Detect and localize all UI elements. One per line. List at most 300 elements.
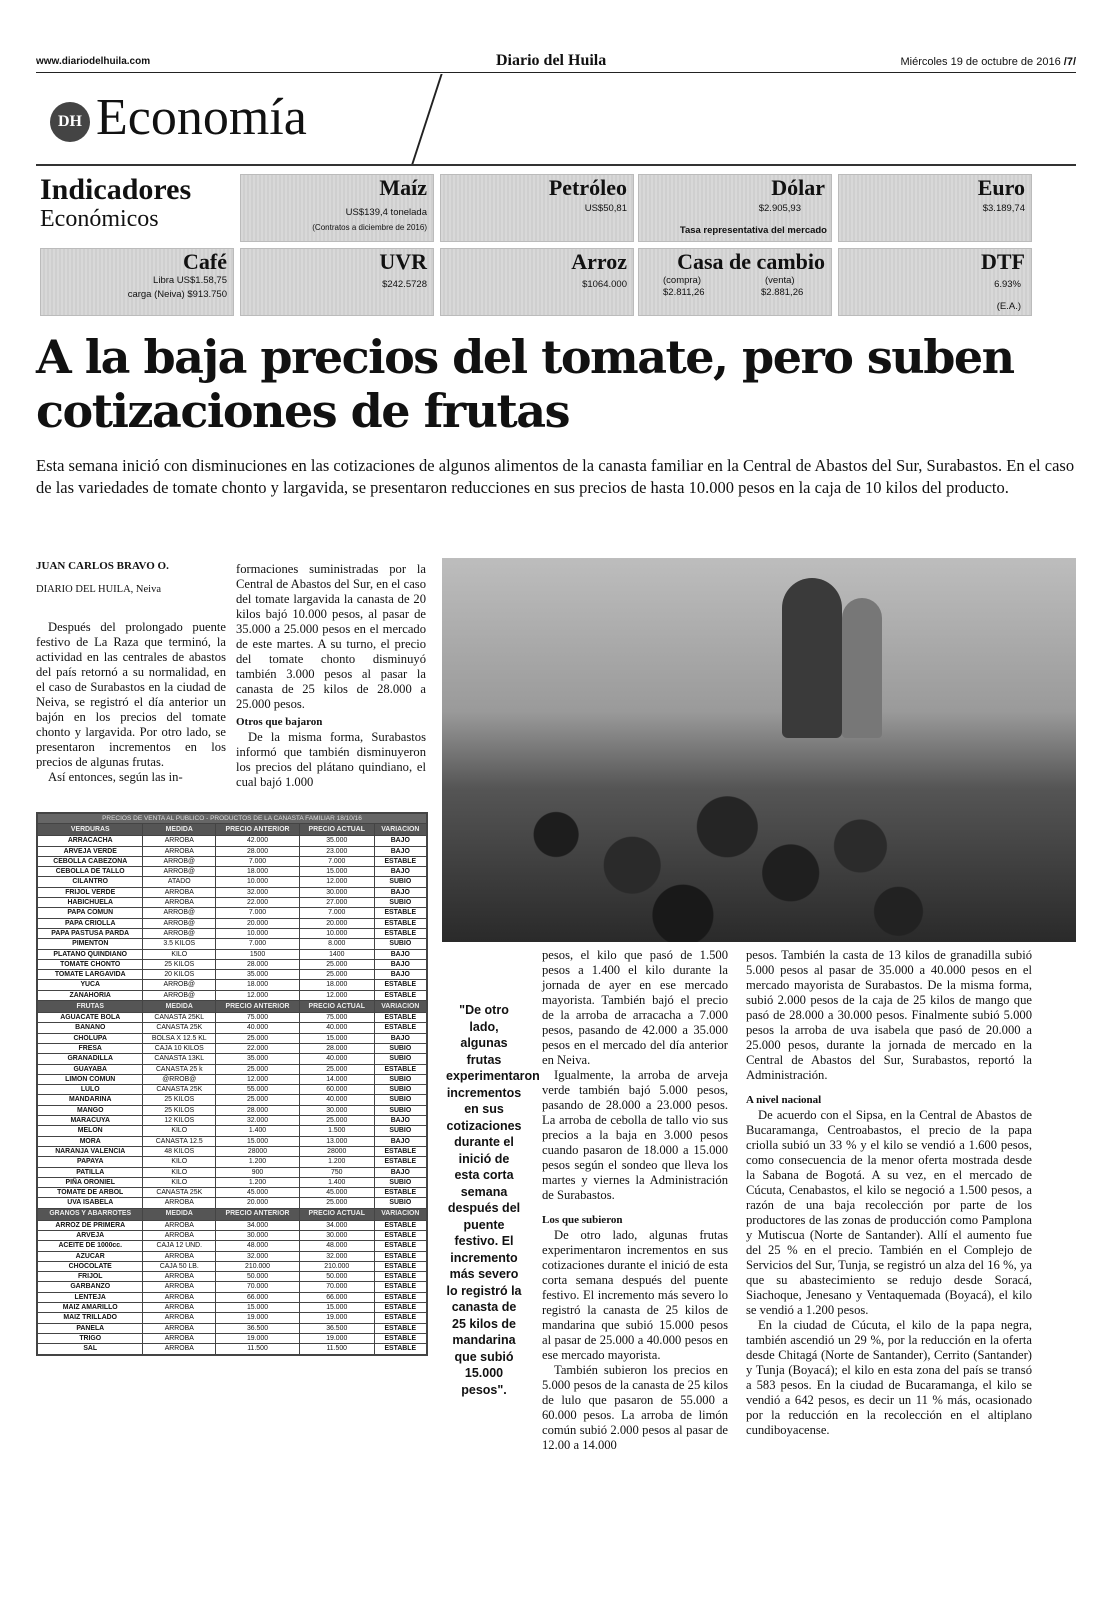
table-cell: LENTEJA	[38, 1292, 143, 1302]
table-cell: 32.000	[216, 1251, 300, 1261]
table-cell: ARVEJA VERDE	[38, 846, 143, 856]
table-cell: 50.000	[299, 1272, 374, 1282]
table-cell: ESTABLE	[374, 1272, 426, 1282]
table-row	[38, 1033, 427, 1043]
table-cell: 1400	[299, 949, 374, 959]
table-cell: 25.000	[299, 1064, 374, 1074]
person-figure	[842, 598, 882, 738]
table-cell: 25 KILOS	[143, 959, 216, 969]
table-cell: ARROBA	[143, 1313, 216, 1323]
table-cell: ARROBA	[143, 887, 216, 897]
market-photo	[442, 558, 1076, 942]
lead-paragraph: Esta semana inició con disminuciones en las cotizaciones de algunos alimentos de la canasta familiar en la Central de Abastos del Sur, Surabastos. En el caso de las variedades de tomate chonto y largavida, se presentaron reducciones en sus precios de hasta 10.000 pesos en la caja de 10 kilos del producto.	[36, 456, 1075, 497]
table-cell: ARROBA	[143, 846, 216, 856]
table-row	[38, 1344, 427, 1354]
table-cell: 60.000	[299, 1085, 374, 1095]
table-row	[38, 980, 427, 990]
table-cell: ESTABLE	[374, 1344, 426, 1354]
table-cell: 1.200	[216, 1157, 300, 1167]
table-cell: CANASTA 25K	[143, 1188, 216, 1198]
table-cell: ESTABLE	[374, 980, 426, 990]
table-cell: ESTABLE	[374, 1261, 426, 1271]
table-cell: 70.000	[299, 1282, 374, 1292]
table-row	[38, 1241, 427, 1251]
table-cell: 1.500	[299, 1126, 374, 1136]
table-cell: 32.000	[216, 887, 300, 897]
table-cell: 28000	[216, 1146, 300, 1156]
table-cell: SUBIO	[374, 939, 426, 949]
table-cell: KILO	[143, 1157, 216, 1167]
column-header: MEDIDA	[143, 1208, 216, 1220]
table-cell: BAJO	[374, 1116, 426, 1126]
table-cell: 18.000	[299, 980, 374, 990]
site-url[interactable]: www.diariodelhuila.com	[36, 56, 151, 67]
table-cell: @RROB@	[143, 1074, 216, 1084]
table-row	[38, 846, 427, 856]
column-header: PRECIO ACTUAL	[299, 1208, 374, 1220]
table-cell: CHOLUPA	[38, 1033, 143, 1043]
table-cell: 35.000	[216, 1054, 300, 1064]
table-cell: SUBIO	[374, 1043, 426, 1053]
table-cell: 3.5 KILOS	[143, 939, 216, 949]
table-cell: 10.000	[216, 928, 300, 938]
paper-name: Diario del Huila	[496, 52, 607, 69]
table-row	[38, 1023, 427, 1033]
table-cell: 25.000	[216, 1033, 300, 1043]
page-header	[36, 54, 1076, 73]
table-row	[38, 1303, 427, 1313]
table-cell: ARROB@	[143, 867, 216, 877]
table-cell: ARROBA	[143, 1344, 216, 1354]
table-cell: GARBANZO	[38, 1282, 143, 1292]
table-cell: BAJO	[374, 949, 426, 959]
indicator-euro: Euro $3.189,74	[838, 174, 1032, 242]
divider	[351, 74, 442, 164]
table-cell: 11.500	[216, 1344, 300, 1354]
table-row	[38, 1177, 427, 1187]
table-cell: SUBIO	[374, 1085, 426, 1095]
table-cell: SUBIO	[374, 1177, 426, 1187]
table-cell: 1.200	[216, 1177, 300, 1187]
table-cell: BAJO	[374, 887, 426, 897]
table-cell: PAPAYA	[38, 1157, 143, 1167]
table-cell: 25 KILOS	[143, 1095, 216, 1105]
table-cell: 48.000	[299, 1241, 374, 1251]
table-cell: 28.000	[216, 846, 300, 856]
table-cell: CILANTRO	[38, 877, 143, 887]
table-row	[38, 1064, 427, 1074]
table-cell: CAJA 12 UND.	[143, 1241, 216, 1251]
table-cell: 1.400	[299, 1177, 374, 1187]
table-cell: TRIGO	[38, 1333, 143, 1343]
indicator-dtf: DTF 6.93% (E.A.)	[838, 248, 1032, 316]
table-cell: ESTABLE	[374, 1188, 426, 1198]
table-cell: 7.000	[299, 908, 374, 918]
table-cell: ESTABLE	[374, 1303, 426, 1313]
table-cell: ARROB@	[143, 856, 216, 866]
table-cell: 10.000	[299, 928, 374, 938]
table-cell: PAPA PASTUSA PARDA	[38, 928, 143, 938]
table-cell: 25.000	[299, 959, 374, 969]
table-row	[38, 1167, 427, 1177]
table-row	[38, 1323, 427, 1333]
column-header: MEDIDA	[143, 824, 216, 836]
table-cell: MORA	[38, 1136, 143, 1146]
table-row	[38, 898, 427, 908]
table-cell: 20 KILOS	[143, 970, 216, 980]
table-cell: AGUACATE BOLA	[38, 1013, 143, 1023]
table-cell: 40.000	[299, 1054, 374, 1064]
indicator-dolar: Dólar $2.905,93 Tasa representativa del mercado	[638, 174, 832, 242]
table-cell: 750	[299, 1167, 374, 1177]
table-row	[38, 1136, 427, 1146]
table-cell: ARROBA	[143, 1303, 216, 1313]
table-header	[38, 1208, 427, 1220]
table-cell: 35.000	[299, 836, 374, 846]
section-title: Economía	[96, 89, 307, 146]
indicator-arroz: Arroz $1064.000	[440, 248, 634, 316]
table-cell: 40.000	[299, 1095, 374, 1105]
column-header: VARIACION	[374, 824, 426, 836]
table-cell: BAJO	[374, 970, 426, 980]
table-cell: 7.000	[216, 908, 300, 918]
table-cell: 1.200	[299, 1157, 374, 1167]
table-cell: 30.000	[216, 1230, 300, 1240]
table-row	[38, 1282, 427, 1292]
table-row	[38, 867, 427, 877]
table-cell: 36.500	[299, 1323, 374, 1333]
column-header: PRECIO ACTUAL	[299, 1001, 374, 1013]
table-cell: ESTABLE	[374, 928, 426, 938]
table-cell: PIÑA ORONIEL	[38, 1177, 143, 1187]
table-cell: ARROBA	[143, 1230, 216, 1240]
table-cell: ARROBA	[143, 1198, 216, 1208]
table-cell: 8.000	[299, 939, 374, 949]
table-cell: 15.000	[299, 867, 374, 877]
table-cell: 12.000	[216, 990, 300, 1000]
table-cell: ARRACACHA	[38, 836, 143, 846]
table-cell: SUBIO	[374, 1198, 426, 1208]
table-cell: SUBIO	[374, 1126, 426, 1136]
table-cell: FRIJOL VERDE	[38, 887, 143, 897]
table-cell: HABICHUELA	[38, 898, 143, 908]
table-cell: 50.000	[216, 1272, 300, 1282]
table-cell: ESTABLE	[374, 1013, 426, 1023]
column-header: PRECIO ANTERIOR	[216, 1208, 300, 1220]
table-cell: ESTABLE	[374, 990, 426, 1000]
table-cell: 42.000	[216, 836, 300, 846]
table-cell: CANASTA 12.5	[143, 1136, 216, 1146]
column-header: PRECIO ANTERIOR	[216, 1001, 300, 1013]
table-cell: 32.000	[299, 1251, 374, 1261]
table-cell: 36.500	[216, 1323, 300, 1333]
table-row	[38, 877, 427, 887]
table-cell: 48.000	[216, 1241, 300, 1251]
table-cell: 12.000	[216, 1074, 300, 1084]
table-caption: PRECIOS DE VENTA AL PUBLICO - PRODUCTOS DE LA CANASTA FAMILIAR 18/10/16	[38, 814, 427, 824]
table-cell: ESTABLE	[374, 908, 426, 918]
table-cell: 7.000	[216, 939, 300, 949]
table-cell: CAJA 10 KILOS	[143, 1043, 216, 1053]
table-row	[38, 1043, 427, 1053]
table-cell: MANGO	[38, 1105, 143, 1115]
table-cell: ARROBA	[143, 1292, 216, 1302]
table-row	[38, 836, 427, 846]
table-cell: 210.000	[216, 1261, 300, 1271]
table-cell: ARROBA	[143, 1323, 216, 1333]
table-cell: ESTABLE	[374, 1313, 426, 1323]
table-cell: CEBOLLA DE TALLO	[38, 867, 143, 877]
table-cell: 23.000	[299, 846, 374, 856]
article-column-1: Después del prolongado puente festivo de La Raza que terminó, la actividad en las centrales de abastos del país retornó a su normalidad, en el caso de Surabastos en la ciudad de Neiva, se registró el día anterior un bajón en los precios del tomate chonto y largavida. Por otro lado, se presentaron incrementos en los precios de algunas frutas. Así entonces, según las in-	[36, 620, 226, 784]
table-cell: CANASTA 25 k	[143, 1064, 216, 1074]
table-cell: FRESA	[38, 1043, 143, 1053]
author: JUAN CARLOS BRAVO O.	[36, 560, 169, 572]
table-cell: ARROB@	[143, 918, 216, 928]
byline	[36, 560, 226, 595]
table-cell: MARACUYA	[38, 1116, 143, 1126]
column-header: PRECIO ANTERIOR	[216, 824, 300, 836]
table-cell: BAJO	[374, 959, 426, 969]
table-cell: ACEITE DE 1000cc.	[38, 1241, 143, 1251]
table-cell: 900	[216, 1167, 300, 1177]
table-cell: BAJO	[374, 1167, 426, 1177]
table-cell: SUBIO	[374, 877, 426, 887]
table-row	[38, 949, 427, 959]
table-row	[38, 1157, 427, 1167]
indicator-uvr: UVR $242.5728	[240, 248, 434, 316]
indicator-casa-de-cambio: Casa de cambio (compra) (venta) $2.811,26 $2.881,26	[638, 248, 832, 316]
table-cell: AZUCAR	[38, 1251, 143, 1261]
table-cell: 18.000	[216, 980, 300, 990]
table-header	[38, 1001, 427, 1013]
table-cell: ARROB@	[143, 980, 216, 990]
table-cell: 15.000	[216, 1303, 300, 1313]
table-row	[38, 1251, 427, 1261]
table-cell: BAJO	[374, 846, 426, 856]
column-header: GRANOS Y ABARROTES	[38, 1208, 143, 1220]
table-header	[38, 824, 427, 836]
table-cell: 45.000	[216, 1188, 300, 1198]
table-row	[38, 1054, 427, 1064]
table-cell: SUBIO	[374, 1074, 426, 1084]
table-row	[38, 939, 427, 949]
table-cell: 13.000	[299, 1136, 374, 1146]
table-cell: ESTABLE	[374, 1220, 426, 1230]
table-cell: ESTABLE	[374, 1333, 426, 1343]
page-number: /7/	[1063, 56, 1076, 68]
table-cell: 25 KILOS	[143, 1105, 216, 1115]
headline: A la baja precios del tomate, pero suben cotizaciones de frutas	[36, 330, 1014, 438]
table-cell: 7.000	[299, 856, 374, 866]
table-cell: ARROBA	[143, 1333, 216, 1343]
indicators-title: Indicadores Económicos	[40, 173, 192, 232]
table-cell: ARROBA	[143, 1282, 216, 1292]
table-cell: MAIZ TRILLADO	[38, 1313, 143, 1323]
column-header: MEDIDA	[143, 1001, 216, 1013]
table-cell: CANASTA 25KL	[143, 1013, 216, 1023]
table-cell: CHOCOLATE	[38, 1261, 143, 1271]
table-cell: 25.000	[299, 1198, 374, 1208]
table-cell: GUAYABA	[38, 1064, 143, 1074]
table-row	[38, 990, 427, 1000]
table-cell: 28.000	[299, 1043, 374, 1053]
table-row	[38, 1230, 427, 1240]
table-row	[38, 1105, 427, 1115]
table-cell: 75.000	[299, 1013, 374, 1023]
table-cell: KILO	[143, 949, 216, 959]
table-cell: 40.000	[216, 1023, 300, 1033]
table-cell: 20.000	[216, 918, 300, 928]
table-row	[38, 1013, 427, 1023]
table-cell: LIMON COMUN	[38, 1074, 143, 1084]
table-cell: 25.000	[216, 1095, 300, 1105]
table-row	[38, 1198, 427, 1208]
table-cell: ARROBA	[143, 836, 216, 846]
table-cell: ESTABLE	[374, 1064, 426, 1074]
table-cell: ESTABLE	[374, 856, 426, 866]
table-cell: ESTABLE	[374, 1023, 426, 1033]
outlet: DIARIO DEL HUILA, Neiva	[36, 584, 161, 595]
table-row	[38, 887, 427, 897]
table-cell: SUBIO	[374, 1095, 426, 1105]
table-cell: CEBOLLA CABEZONA	[38, 856, 143, 866]
table-cell: 28.000	[216, 1105, 300, 1115]
table-row	[38, 1095, 427, 1105]
table-row	[38, 856, 427, 866]
table-row	[38, 1085, 427, 1095]
indicator-cafe: Café Libra US$1.58,75 carga (Neiva) $913.750	[40, 248, 234, 316]
table-cell: 28.000	[216, 959, 300, 969]
table-cell: ZANAHORIA	[38, 990, 143, 1000]
table-cell: ARVEJA	[38, 1230, 143, 1240]
table-cell: TOMATE CHONTO	[38, 959, 143, 969]
price-table	[36, 812, 428, 1356]
table-row	[38, 928, 427, 938]
issue-date: Miércoles 19 de octubre de 2016 /7/	[900, 56, 1076, 68]
table-cell: 32.000	[216, 1116, 300, 1126]
table-cell: ESTABLE	[374, 1241, 426, 1251]
table-cell: ARROBA	[143, 898, 216, 908]
table-cell: 40.000	[299, 1023, 374, 1033]
table-cell: ESTABLE	[374, 1282, 426, 1292]
table-cell: 12.000	[299, 877, 374, 887]
table-cell: 22.000	[216, 898, 300, 908]
table-cell: 18.000	[216, 867, 300, 877]
table-row	[38, 1220, 427, 1230]
table-cell: SUBIO	[374, 1105, 426, 1115]
article-column-2: formaciones suministradas por la Central de Abastos del Sur, en el caso del tomate largavida la canasta de 20 kilos bajó 10.000 pesos, al pasar de 35.000 a 25.000 pesos en el mercado de este martes. A su turno, el precio del tomate chonto disminuyó también 3.000 pesos al pasar la canasta de 25 kilos de 28.000 a 25.000 pesos. Otros que bajaron De la misma forma, Surabastos informó que también disminuyeron los precios del plátano quindiano, el cual bajó 1.000	[236, 562, 426, 789]
table-cell: 55.000	[216, 1085, 300, 1095]
table-cell: 25.000	[299, 970, 374, 980]
table-cell: KILO	[143, 1167, 216, 1177]
person-figure	[782, 578, 842, 738]
table-cell: YUCA	[38, 980, 143, 990]
table-cell: 19.000	[216, 1333, 300, 1343]
table-cell: CANASTA 25K	[143, 1085, 216, 1095]
table-cell: PANELA	[38, 1323, 143, 1333]
table-cell: PLATANO QUINDIANO	[38, 949, 143, 959]
table-cell: SUBIO	[374, 898, 426, 908]
table-cell: 19.000	[299, 1313, 374, 1323]
table-cell: ARROB@	[143, 928, 216, 938]
table-row	[38, 970, 427, 980]
table-cell: ESTABLE	[374, 1292, 426, 1302]
article-column-4: pesos. También la casta de 13 kilos de granadilla subió 5.000 pesos al pasar de 35.000 a 40.000 pesos en el mercado mayorista de Surabastos. De la misma forma, subió 2.000 pesos de la caja de 25 kilos de mango que pasó de 28.000 a 30.000 pesos. Finalmente subió 5.000 pesos la arroba de uva isabela que pasó de 20.000 a 25.000 pesos, durante la jornada de mercado en la Central de Abastos del Sur, Surabastos, reportó la Administración. A nivel nacional De acuerdo con el Sipsa, en la Central de Abastos de Bucaramanga, Centroabastos, el precio de la papa criolla subió un 33 % y el kilo se vendió a 1.600 pesos, como consecuencia de la menor oferta mostrada desde la Sabana de Bogotá. A su vez, en el mercado de Cúcuta, Cenabastos, el kilo se negoció a 1.500 pesos, a razón de una baja recolección por parte de los productores de las zonas de producción como Pamplona y Mutiscua (Norte de Santander). Allí el aumento fue del 25 % en el precio. También en el Complejo de Servicios del Sur, Tunja, se registró un alza del 16 %, ya que su abastecimiento se redujo desde Soracá, Siachoque, Jenesano y Ventaquemada (Boyacá), el kilo se vendió a 1.200 pesos. En la ciudad de Cúcuta, el kilo de la papa negra, también ascendió un 29 %, por la reducción en la oferta desde Chitagá (Norte de Santander), Cerrito (Santander) y Tunja (Boyacá); el kilo en esta zona del país se transó a 583 pesos. En la ciudad de Bucaramanga, el kilo se vendió a 642 pesos, es decir un 11 % más, ocasionado por la reducción en la recolección en el altiplano cundiboyacense.	[746, 948, 1032, 1437]
table-row	[38, 1188, 427, 1198]
table-row	[38, 1272, 427, 1282]
table-cell: PATILLA	[38, 1167, 143, 1177]
table-cell: 19.000	[299, 1333, 374, 1343]
table-cell: 34.000	[299, 1220, 374, 1230]
table-cell: ESTABLE	[374, 1230, 426, 1240]
table-cell: 12 KILOS	[143, 1116, 216, 1126]
table-cell: TOMATE LARGAVIDA	[38, 970, 143, 980]
table-cell: 70.000	[216, 1282, 300, 1292]
table-cell: 1500	[216, 949, 300, 959]
table-row	[38, 918, 427, 928]
table-row	[38, 1146, 427, 1156]
table-cell: BANANO	[38, 1023, 143, 1033]
table-row	[38, 1333, 427, 1343]
article-column-3: pesos, el kilo que pasó de 1.500 pesos a 1.400 el kilo durante la jornada de ayer en ese mercado mayorista. También bajó el precio de la arroba de arracacha a 7.000 pesos, pasando de 42.000 a 35.000 pesos en el mercado del día anterior en Neiva. Igualmente, la arroba de arveja verde también bajó 5.000 pesos, pasando de 28.000 a 23.000 pesos. La arroba de cebolla de tallo vio sus precios a la baja en 3.000 pesos cuando pasaron de 18.000 a 15.000 pesos según el sondeo que lleva los martes y viernes la Administración de Surabastos. Los que subieron De otro lado, algunas frutas experimentaron incrementos en sus cotizaciones durante el inició de esta corta semana después del puente festivo. El incremento más severo lo registró la canasta de 25 kilos de mandarina que subió 15.000 pesos al pasar de 25.000 a 40.000 pesos en ese mercado mayorista. También subieron los precios en 5.000 pesos de la canasta de 25 kilos de lulo que pasaron de 55.000 a 60.000 pesos. La arroba de limón común subió 2.000 pesos al pasar de 12.00 a 14.000	[542, 948, 728, 1452]
table-cell: BAJO	[374, 867, 426, 877]
table-cell: BAJO	[374, 1136, 426, 1146]
table-cell: LULO	[38, 1085, 143, 1095]
table-cell: ESTABLE	[374, 1157, 426, 1167]
table-cell: 75.000	[216, 1013, 300, 1023]
column-header: VARIACION	[374, 1001, 426, 1013]
table-cell: MAIZ AMARILLO	[38, 1303, 143, 1313]
table-cell: TOMATE DE ARBOL	[38, 1188, 143, 1198]
table-cell: ARROB@	[143, 908, 216, 918]
table-cell: ARROBA	[143, 1251, 216, 1261]
table-row	[38, 1116, 427, 1126]
table-cell: 30.000	[299, 1230, 374, 1240]
table-cell: 12.000	[299, 990, 374, 1000]
table-row	[38, 908, 427, 918]
table-cell: ARROBA	[143, 1220, 216, 1230]
table-row	[38, 1313, 427, 1323]
table-cell: NARANJA VALENCIA	[38, 1146, 143, 1156]
table-cell: BOLSA X 12.5 KL	[143, 1033, 216, 1043]
table-cell: 20.000	[299, 918, 374, 928]
dh-logo: DH	[50, 102, 90, 142]
table-cell: ARROZ DE PRIMERA	[38, 1220, 143, 1230]
table-cell: 22.000	[216, 1043, 300, 1053]
table-cell: 27.000	[299, 898, 374, 908]
table-cell: 35.000	[216, 970, 300, 980]
table-cell: KILO	[143, 1126, 216, 1136]
table-cell: 66.000	[299, 1292, 374, 1302]
table-cell: 15.000	[216, 1136, 300, 1146]
table-cell: ESTABLE	[374, 1323, 426, 1333]
section-header	[36, 84, 1076, 166]
table-cell: PAPA CRIOLLA	[38, 918, 143, 928]
column-header: VERDURAS	[38, 824, 143, 836]
table-cell: CANASTA 13KL	[143, 1054, 216, 1064]
table-row	[38, 959, 427, 969]
table-cell: 30.000	[299, 887, 374, 897]
table-row	[38, 1261, 427, 1271]
table-cell: CANASTA 25K	[143, 1023, 216, 1033]
table-cell: 34.000	[216, 1220, 300, 1230]
table-cell: PIMENTON	[38, 939, 143, 949]
table-cell: 15.000	[299, 1303, 374, 1313]
table-cell: 66.000	[216, 1292, 300, 1302]
table-cell: BAJO	[374, 1033, 426, 1043]
table-cell: ESTABLE	[374, 1251, 426, 1261]
